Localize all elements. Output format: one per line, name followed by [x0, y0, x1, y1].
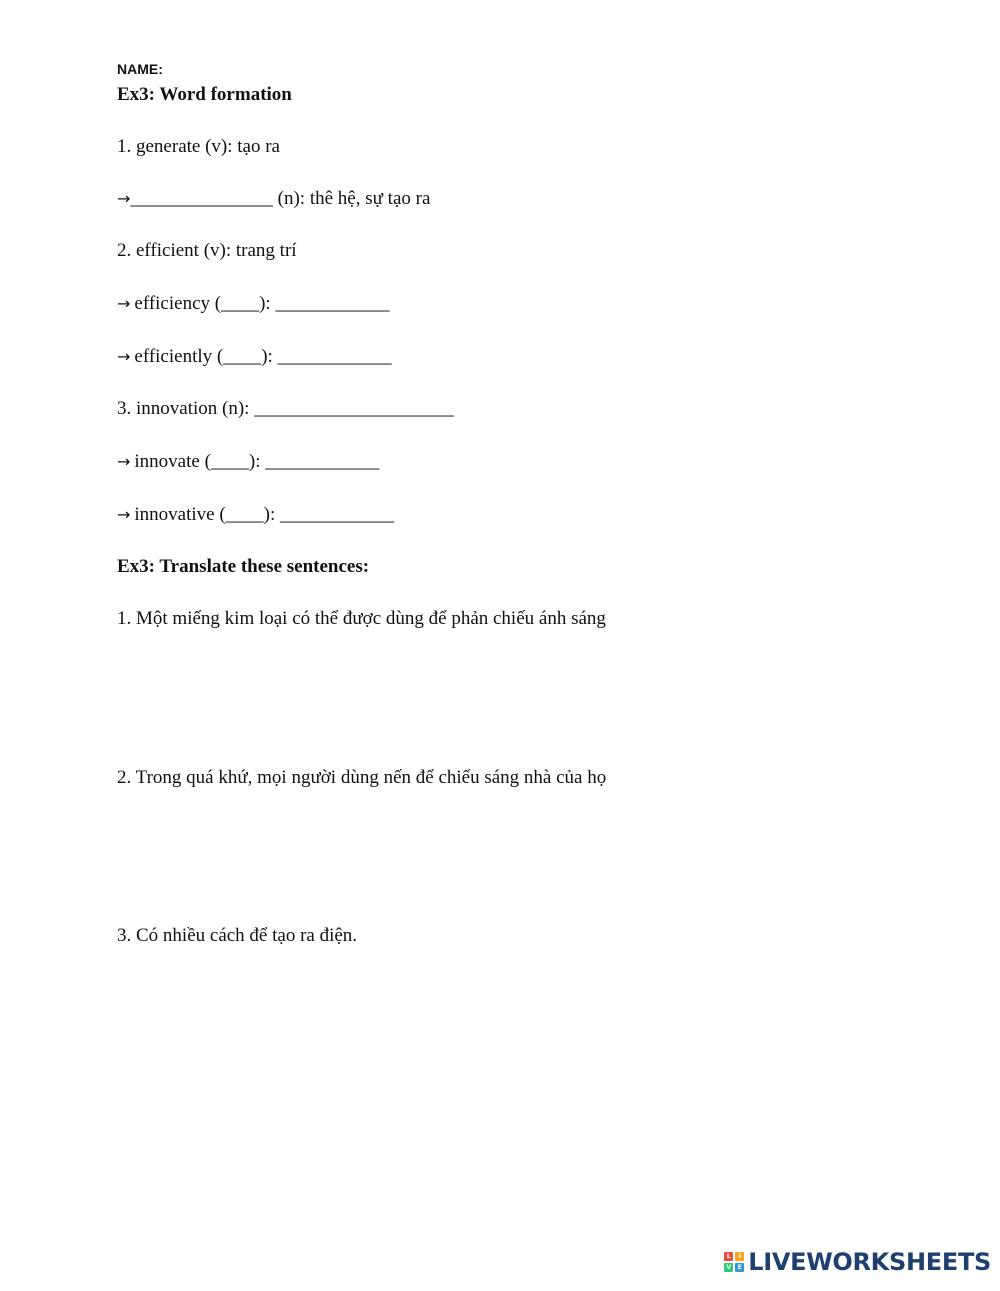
logo-blocks-icon — [724, 1252, 744, 1272]
sentence-3: 3. Có nhiều cách để tạo ra điện. — [117, 925, 358, 946]
arrow-icon: → — [117, 189, 131, 208]
item-efficient: 2. efficient (v): trang trí — [117, 240, 297, 261]
logo-block: E — [735, 1263, 744, 1272]
logo-block: V — [724, 1263, 733, 1272]
liveworksheets-logo — [724, 1246, 991, 1278]
item-efficiency-text: efficiency (____): ____________ — [134, 293, 390, 314]
sentence-1: 1. Một miếng kim loại có thể được dùng để phản chiếu ánh sáng — [117, 608, 606, 629]
section-title-word-formation: Ex3: Word formation — [117, 84, 292, 105]
section-title-translate: Ex3: Translate these sentences: — [117, 556, 370, 577]
logo-text: LIVEWORKSHEETS — [748, 1248, 991, 1276]
item-innovate — [117, 451, 379, 473]
item-efficiently — [117, 346, 392, 368]
item-innovative — [117, 504, 394, 526]
arrow-icon: → — [117, 294, 131, 313]
item-efficiency — [117, 293, 389, 315]
logo-block: L — [724, 1252, 733, 1261]
arrow-icon: → — [117, 347, 131, 366]
item-generation — [117, 188, 430, 210]
item-efficiently-text: efficiently (____): ____________ — [134, 346, 392, 367]
item-generate: 1. generate (v): tạo ra — [117, 136, 280, 157]
arrow-icon: → — [117, 452, 131, 471]
name-label: NAME: — [117, 61, 163, 77]
item-innovation: 3. innovation (n): _____________________ — [117, 398, 454, 419]
logo-block: I — [735, 1252, 744, 1261]
item-innovative-text: innovative (____): ____________ — [134, 504, 395, 525]
item-generation-text: _______________ (n): thê hệ, sự tạo ra — [130, 188, 431, 209]
arrow-icon: → — [117, 505, 131, 524]
sentence-2: 2. Trong quá khứ, mọi người dùng nến để chiếu sáng nhà của họ — [117, 767, 607, 788]
item-innovate-text: innovate (____): ____________ — [134, 451, 380, 472]
